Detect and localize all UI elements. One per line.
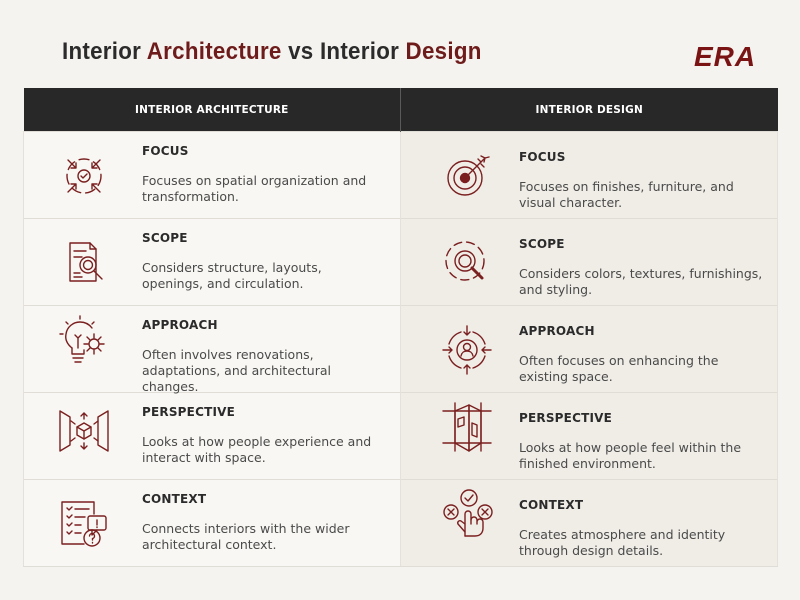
row-description: Often focuses on enhancing the existing space.: [519, 353, 719, 384]
checklist-chat-icon: [58, 498, 110, 550]
row-description: Focuses on spatial organization and transformation.: [142, 173, 367, 204]
building-perspective-icon: [441, 401, 493, 453]
comparison-table: [23, 88, 778, 567]
table-row: [24, 393, 778, 480]
era-logo: ERA: [694, 41, 757, 72]
page-title: [62, 38, 482, 66]
table-row: [24, 132, 778, 219]
approach-architecture-cell: [24, 306, 401, 393]
column-header-interior-architecture: INTERIOR ARCHITECTURE: [24, 88, 401, 132]
lightbulb-gear-icon: [58, 314, 110, 366]
row-title: PERSPECTIVE: [519, 411, 613, 425]
row-title: SCOPE: [519, 237, 565, 251]
bullseye-icon: [441, 150, 493, 202]
context-design-cell: [401, 480, 778, 567]
row-description: Looks at how people experience and interact with space.: [142, 434, 372, 465]
scope-architecture-cell: [24, 219, 401, 306]
perspective-design-cell: [401, 393, 778, 480]
table-header-row: [24, 88, 778, 132]
row-title: PERSPECTIVE: [142, 405, 236, 419]
document-magnifier-icon: [58, 237, 110, 289]
row-title: FOCUS: [519, 150, 566, 164]
title-accent-text: Design: [405, 38, 482, 65]
approach-design-cell: [401, 306, 778, 393]
row-description: Looks at how people feel within the finished environment.: [519, 440, 742, 471]
cube-room-icon: [58, 405, 110, 457]
row-description: Often involves renovations, adaptations, and architectural changes.: [142, 347, 331, 394]
row-description: Considers structure, layouts, openings, and circulation.: [142, 260, 322, 291]
hand-choice-icon: [441, 488, 493, 540]
row-description: Creates atmosphere and identity through design details.: [519, 527, 726, 558]
column-header-interior-design: INTERIOR DESIGN: [401, 88, 778, 132]
row-title: FOCUS: [142, 144, 189, 158]
row-title: APPROACH: [142, 318, 218, 332]
title-text: vs Interior: [281, 38, 406, 65]
row-description: Considers colors, textures, furnishings, and styling.: [519, 266, 763, 297]
row-title: CONTEXT: [519, 498, 584, 512]
magnifier-circle-icon: [441, 237, 493, 289]
title-accent-text: Architecture: [146, 38, 282, 65]
row-description: Connects interiors with the wider architectural context.: [142, 521, 350, 552]
row-title: SCOPE: [142, 231, 188, 245]
scope-design-cell: [401, 219, 778, 306]
table-row: [24, 219, 778, 306]
table-row: [24, 480, 778, 567]
title-text: Interior: [62, 38, 147, 65]
row-description: Focuses on finishes, furniture, and visual character.: [519, 179, 734, 210]
perspective-architecture-cell: [24, 393, 401, 480]
table-row: [24, 306, 778, 393]
focus-architecture-cell: [24, 132, 401, 219]
context-architecture-cell: [24, 480, 401, 567]
target-arrows-icon: [58, 150, 110, 202]
row-title: CONTEXT: [142, 492, 207, 506]
person-target-icon: [441, 324, 493, 376]
focus-design-cell: [401, 132, 778, 219]
row-title: APPROACH: [519, 324, 595, 338]
